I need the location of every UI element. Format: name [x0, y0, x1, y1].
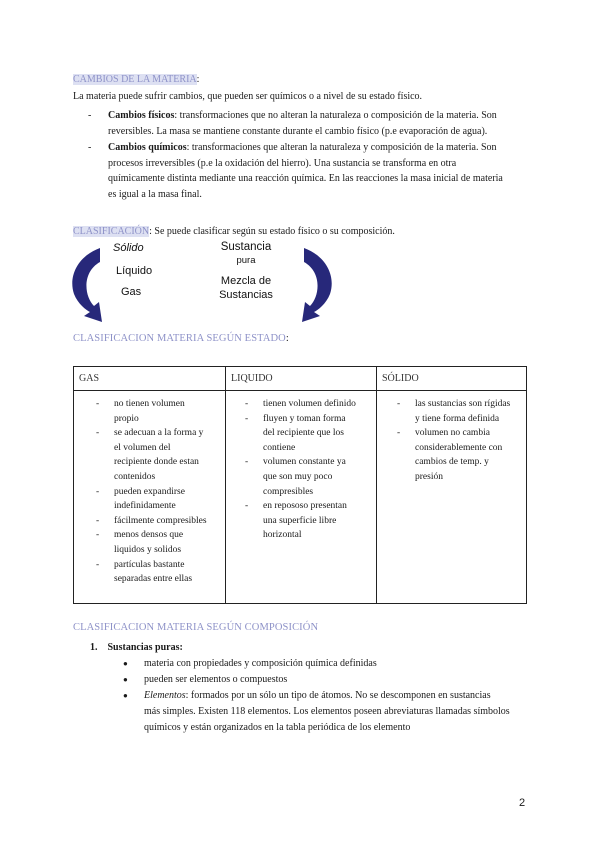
states-table	[73, 366, 527, 604]
cell-solido	[377, 391, 527, 604]
table-header-row	[74, 367, 527, 391]
table-list-item: - fluyen y toman forma del recipiente que los contiene	[245, 413, 346, 453]
table-list-item: - menos densos que liquidos y solidos	[96, 530, 184, 555]
section-heading-cambios: CAMBIOS DE LA MATERIA:	[73, 74, 200, 85]
diagram-gas: Gas	[121, 286, 142, 298]
table-list-item: - volumen constante ya que son muy poco compresibles	[245, 457, 346, 497]
list-item: ● materia con propiedades y composición química definidas	[123, 658, 377, 669]
table-list-item: - no tienen volumen propio	[96, 399, 185, 424]
diagram-sustancias: Sustancias	[219, 289, 273, 301]
table-list-item: - pueden expandirse indefinidamente	[96, 486, 185, 512]
section-heading-clasificacion: CLASIFICACIÓN: Se puede clasificar según su estado físico o su composición.	[73, 226, 395, 237]
left-curved-arrow	[72, 248, 102, 322]
section-heading-estado: CLASIFICACION MATERIA SEGÚN ESTADO:	[73, 333, 289, 344]
cell-liquido	[226, 391, 377, 604]
table-list-item: - volumen no cambia considerablemente con cambios de temp. y presión	[397, 428, 503, 482]
page-number: 2	[519, 797, 526, 809]
table-list-item: - las sustancias son rígidas y tiene forma definida	[397, 399, 511, 424]
header-solido: SÓLIDO	[377, 367, 527, 391]
list-item-elementos: ● Elementos: formados por un sólo un tipo de átomos. No se descomponen en sustancias más simples. Existen 118 elementos. Los elementos poseen abreviaturas llamadas símbolos químicos y están organizados en la tabla periódica de los elemento	[123, 690, 510, 733]
table-list-item: - en repososo presentan una superficie libre horizontal	[245, 501, 347, 541]
table-list-item: - partículas bastante separadas entre ellas	[96, 559, 193, 585]
list-item-cambios-quimicos: - Cambios químicos: transformaciones que alteran la naturaleza y composición de la materia. Son procesos irreversibles (p.e la oxidación del hierro). Una sustancia se transforma en otra químicamente distinta mediante una reacción química. En las reacciones la masa inicial de materia es igual a la masa final.	[88, 142, 503, 200]
diagram-mezcla-de: Mezcla de	[220, 275, 272, 287]
header-liquido: LIQUIDO	[226, 367, 377, 391]
diagram-pura: pura	[236, 255, 256, 266]
table-list-item: - tienen volumen definido	[245, 399, 356, 409]
right-curved-arrow	[302, 248, 332, 322]
table-list-item: - fácilmente compresibles	[96, 515, 207, 526]
diagram-solido: Sólido	[113, 242, 144, 254]
diagram-sustancia: Sustancia	[220, 241, 272, 253]
intro-paragraph: La materia puede sufrir cambios, que pueden ser químicos o a nivel de su estado físico.	[73, 91, 423, 102]
list-item-cambios-fisicos: - Cambios físicos: transformaciones que no alteran la naturaleza o composición de la materia. Son reversibles. La masa se mantiene constante durante el cambio físico (p.e evaporación de agua).	[88, 110, 497, 137]
section-heading-composicion: CLASIFICACION MATERIA SEGÚN COMPOSICIÓN	[73, 622, 319, 633]
cell-gas	[74, 391, 226, 604]
header-gas: GAS	[74, 367, 226, 391]
list-item: ● pueden ser elementos o compuestos	[123, 674, 288, 685]
diagram-liquido: Líquido	[116, 265, 153, 277]
classification-diagram	[66, 240, 338, 324]
table-body-row	[74, 391, 527, 604]
diagram-arrows	[66, 240, 338, 324]
numbered-subheading: 1. Sustancias puras:	[90, 642, 183, 653]
table-list-item: - se adecuan a la forma y el volumen del recipiente donde estan contenidos	[96, 428, 204, 482]
